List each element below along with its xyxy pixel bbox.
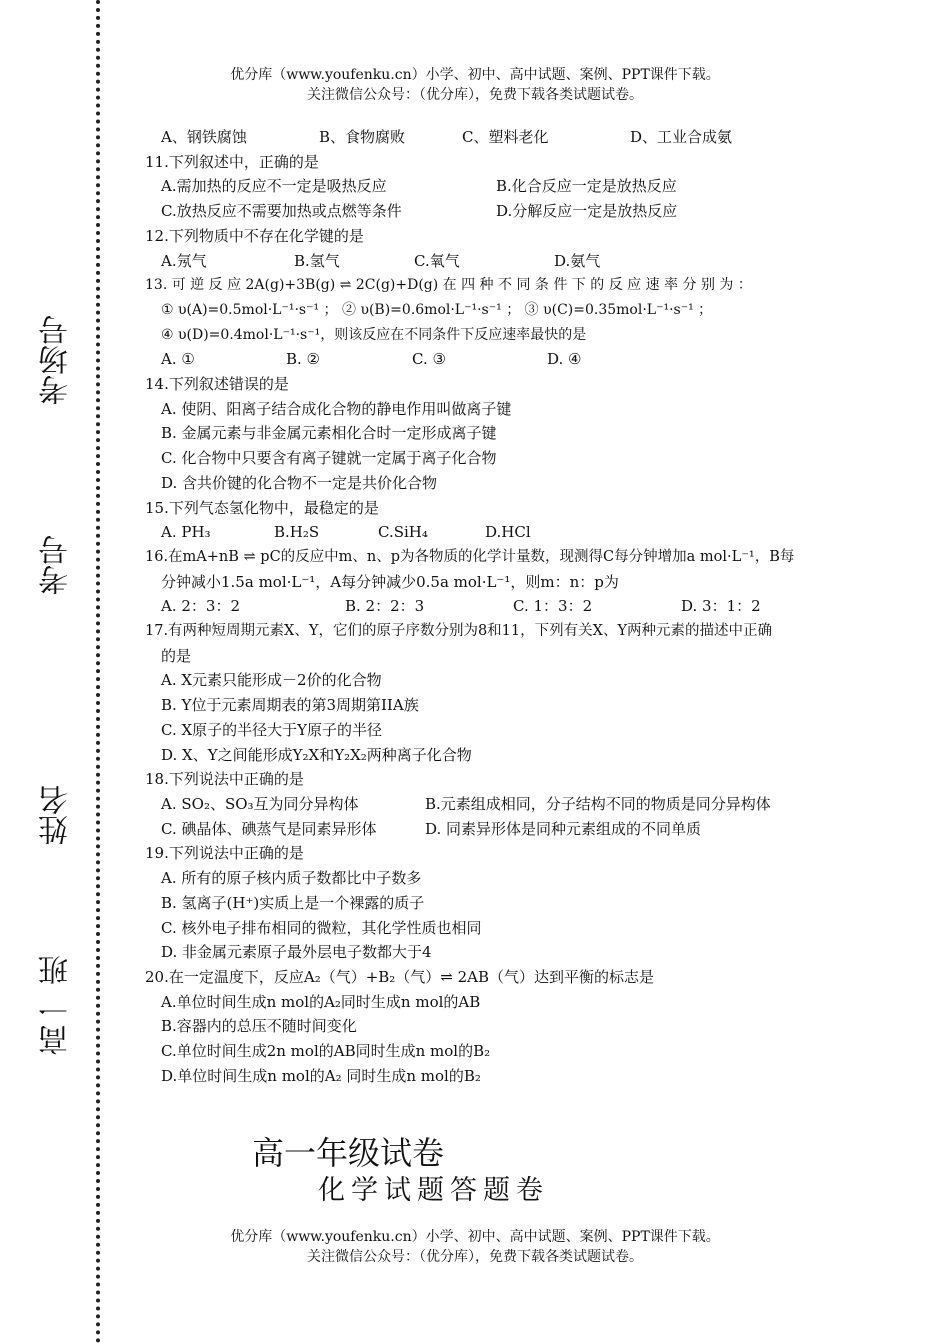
header-line-1: 优分库（www.youfenku.cn）小学、初中、高中试题、案例、PPT课件下载。 bbox=[230, 67, 720, 83]
footer-line-1: 优分库（www.youfenku.cn）小学、初中、高中试题、案例、PPT课件下载。 bbox=[230, 1229, 720, 1245]
exam-title: 高一年级试卷 bbox=[252, 1134, 445, 1172]
grade-label: 高一 bbox=[39, 995, 74, 1055]
footer-line-2: 关注微信公众号：（优分库），免费下载各类试题试卷。 bbox=[307, 1249, 643, 1265]
q12-stem: 12.下列物质中不存在化学键的是 bbox=[145, 226, 364, 245]
q16-stem: 16.在mA+nB ⇌ pC的反应中m、n、p为各物质的化学计量数，现测得C每分钟增加a mol·L⁻¹，B每 bbox=[145, 548, 795, 565]
student-info-sidebar bbox=[40, 235, 90, 1085]
exam-number-label: 考号 bbox=[39, 535, 74, 595]
q17-stem: 17.有两种短周期元素X、Y，它们的原子序数分别为8和11，下列有关X、Y两种元素的描述中正确 bbox=[145, 623, 773, 640]
binding-dotted-line bbox=[96, 0, 100, 1344]
q10-options: A、钢铁腐蚀 B、食物腐败 C、塑料老化 D、工业合成氨 bbox=[161, 128, 733, 146]
answer-sheet-title: 化学试题答题卷 bbox=[318, 1175, 549, 1206]
class-label: 班 bbox=[39, 955, 74, 985]
exam-room-label: 考场号 bbox=[39, 315, 74, 405]
q18-stem: 18.下列说法中正确的是 bbox=[145, 770, 304, 789]
q15-stem: 15.下列气态氢化物中，最稳定的是 bbox=[145, 498, 379, 517]
name-label: 姓名 bbox=[39, 785, 74, 845]
questions: A、钢铁腐蚀 B、食物腐败 C、塑料老化 D、工业合成氨 11.下列叙述中，正确的是 A.需加热的反应不一定是吸热反应 B.化合反应一定是放热反应 C.放热反应不需要加热或点燃等条件 D.分解反应一定是放热反应 12.下列物质中不存在化学键的是 A.氖气 B.氢气 C.氧气 D.氨气 13. 可 逆 反 应 2A(g)+3B(g) ⇌ 2C(g)+D(g) 在 四 种 不 同 条 件 下 的 反 应 速 率 分 别 为 ： ① υ(A)=0.5mol·L⁻¹·s⁻¹ ； ② υ(B)=0.6mol·L⁻¹·s⁻¹ ； ③ υ(C)=0.35mol·L⁻¹·s⁻¹ ； ④ υ(D)=0.4mol·L⁻¹·s⁻¹，则该反应在不同条件下反应速率最快的是 A. ① B. ② C. ③ D. ④ 14.下列叙述错误的是 A. 使阴、阳离子结合成化合物的静电作用叫做离子键 B. 金属元素与非金属元素相化合时一定形成离子键 C. 化合物中只要含有离子键就一定属于离子化合物 D. 含共价键的化合物不一定是共价化合物 15.下列气态氢化物中，最稳定的是 A. PH₃ B.H₂S C.SiH₄ D.HCl 16.在mA+nB ⇌ pC的反应中m、n、p为各物质的化学计量数，现测得C每分钟增加a mol·L⁻¹，B每 分钟减小1.5a mol·L⁻¹，A每分钟减少0.5a mol·L⁻¹，则m：n：p为 A. 2：3：2 B. 2：2：3 C. 1：3：2 D. 3：1：2 17.有两种短周期元素X、Y，它们的原子序数分别为8和11，下列有关X、Y两种元素的描述中正确 的是 A. X元素只能形成－2价的化合物 B. Y位于元素周期表的第3周期第IIA族 C. X原子的半径大于Y原子的半径 D. X、Y之间能形成Y₂X和Y₂X₂两种离子化合物 18.下列说法中正确的是 A. SO₂、SO₃互为同分异构体 B.元素组成相同，分子结构不同的物质是同分异构体 C. 碘晶体、碘蒸气是同素异形体 D. 同素异形体是同种元素组成的不同单质 19.下列说法中正确的是 A. 所有的原子核内质子数都比中子数多 B. 氢离子(H⁺)实质上是一个裸露的质子 C. 核外电子排布相同的微粒，其化学性质也相同 D. 非金属元素原子最外层电子数都大于4 20.在一定温度下，反应A₂（气）+B₂（气）⇌ 2AB（气）达到平衡的标志是 A.单位时间生成n mol的A₂同时生成n mol的AB B.容器内的总压不随时间变化 C.单位时间生成2n mol的AB同时生成n mol的B₂ D.单位时间生成n mol的A₂ 同时生成n mol的B₂ bbox=[145, 125, 885, 1088]
q13-stem: 13. 可 逆 反 应 2A(g)+3B(g) ⇌ 2C(g)+D(g) 在 四 种 不 同 条 件 下 的 反 应 速 率 分 别 为 ： bbox=[145, 277, 752, 294]
q11-stem: 11.下列叙述中，正确的是 bbox=[145, 152, 319, 171]
q20-stem: 20.在一定温度下，反应A₂（气）+B₂（气）⇌ 2AB（气）达到平衡的标志是 bbox=[145, 967, 655, 986]
q19-stem: 19.下列说法中正确的是 bbox=[145, 844, 304, 863]
q14-stem: 14.下列叙述错误的是 bbox=[145, 375, 289, 394]
header-line-2: 关注微信公众号：（优分库），免费下载各类试题试卷。 bbox=[307, 87, 643, 103]
